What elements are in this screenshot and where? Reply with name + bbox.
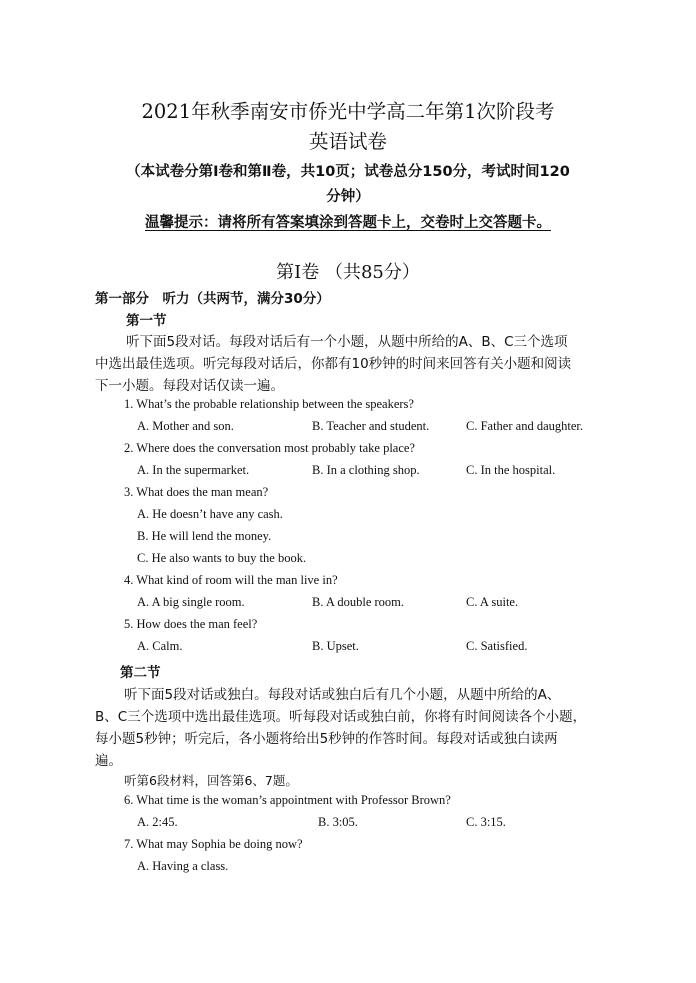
section1-title: 第一节 [126,313,167,329]
question-4-stem: 4. What kind of room will the man live in? [124,573,338,587]
question-3-option-a: A. He doesn’t have any cash. [137,507,283,521]
question-3-option-c: C. He also wants to buy the book. [137,551,307,565]
exam-note-line1: （本试卷分第Ⅰ卷和第Ⅱ卷，共10页；试卷总分150分，考试时间120 [126,164,570,180]
question-2-option-a: A. In the supermarket. [137,463,250,477]
question-7-stem: 7. What may Sophia be doing now? [124,837,303,851]
question-6-option-a: A. 2:45. [137,815,178,829]
section2-instruction-line4: 遍。 [95,753,122,769]
question-4-option-b: B. A double room. [312,595,405,609]
material-6-note: 听第6段材料，回答第6、7题。 [124,773,298,788]
question-2-option-b: B. In a clothing shop. [312,463,420,477]
question-4-option-a: A. A big single room. [137,595,245,609]
volume-title: 第Ⅰ卷 （共85分） [276,262,420,283]
question-5-option-c: C. Satisfied. [466,639,528,653]
question-5-option-b: B. Upset. [312,639,359,653]
question-1-option-b: B. Teacher and student. [312,419,430,433]
question-5-option-a: A. Calm. [137,639,183,653]
question-2-option-c: C. In the hospital. [466,463,556,477]
question-3-option-b: B. He will lend the money. [137,529,272,543]
question-4-option-c: C. A suite. [466,595,519,609]
section1-instruction-line3: 下一小题。每段对话仅读一遍。 [95,378,284,394]
question-5-stem: 5. How does the man feel? [124,617,258,631]
section2-instruction-line1: 听下面5段对话或独白。每段对话或独白后有几个小题，从题中所给的A、 [124,687,561,703]
exam-title-line2: 英语试卷 [308,130,387,153]
exam-note-line2: 分钟） [326,189,370,205]
question-7-option-a: A. Having a class. [137,859,229,873]
exam-title-line1: 2021年秋季南安市侨光中学高二年第1次阶段考 [141,100,555,123]
question-6-option-c: C. 3:15. [466,815,506,829]
section1-instruction-line1: 听下面5段对话。每段对话后有一个小题，从题中所给的A、B、C三个选项 [126,334,568,350]
reminder-tip-text: 温馨提示：请将所有答案填涂到答题卡上，交卷时上交答题卡。 [145,215,551,231]
question-6-option-b: B. 3:05. [318,815,358,829]
section1-instruction-line2: 中选出最佳选项。听完每段对话后，你都有10秒钟的时间来回答有关小题和阅读 [95,356,572,372]
reminder-tip [0,211,696,232]
part1-title: 第一部分 听力（共两节，满分30分） [95,291,330,307]
question-3-stem: 3. What does the man mean? [124,485,269,499]
question-6-stem: 6. What time is the woman’s appointment with Professor Brown? [124,793,451,807]
section2-instruction-line2: B、C三个选项中选出最佳选项。听每段对话或独白前，你将有时间阅读各个小题， [95,709,587,725]
question-1-option-c: C. Father and daughter. [466,419,583,433]
question-1-option-a: A. Mother and son. [137,419,234,433]
section2-title: 第二节 [120,665,161,681]
question-2-stem: 2. Where does the conversation most probably take place? [124,441,415,455]
section2-instruction-line3: 每小题5秒钟；听完后，各小题将给出5秒钟的作答时间。每段对话或独白读两 [95,731,558,747]
question-1-stem: 1. What’s the probable relationship between the speakers? [124,397,414,411]
